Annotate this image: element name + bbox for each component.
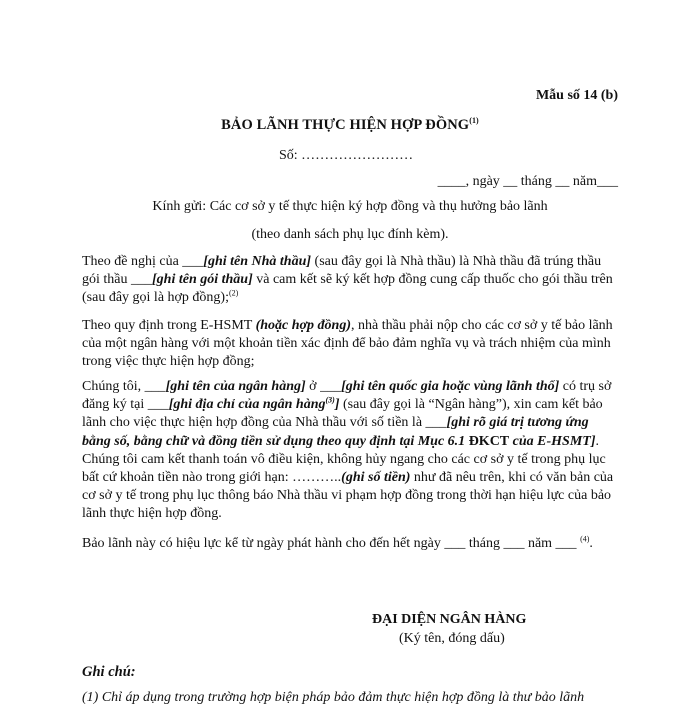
text-run: và cam kết sẽ ký kết hợp đồng cung cấp thuốc cho gói thầu trên (sau đây gọi là hợp đồng); — [82, 272, 613, 306]
text-run: có trụ sở đăng ký tại ___ — [82, 379, 612, 413]
text-run: , nhà thầu phải nộp cho các cơ sở y tế bảo lãnh của một ngân hàng với một khoản tiền xác định để bảo đảm nghĩa vụ và trách nhiệm của mình trong việc thực hiện hợp đồng; — [82, 318, 613, 370]
text-run: Theo đề nghị của ___ — [82, 254, 204, 269]
placeholder-amount: (ghi số tiền) — [341, 470, 411, 486]
text-run: . Chúng tôi cam kết thanh toán vô điều kiện, không hủy ngang cho các cơ sở y tế trong phụ lục bất cứ khoản tiền nào trong giới hạn: ……….. — [82, 433, 606, 486]
date-line: ____, ngày __ tháng __ năm___ — [437, 174, 618, 189]
form-number: Mẫu số 14 (b) — [535, 88, 618, 103]
text-run: Bảo lãnh này có hiệu lực kể từ ngày phát hành cho đến hết ngày ___ tháng ___ năm ___ — [82, 536, 581, 551]
paragraph-guarantee — [82, 378, 620, 524]
title-footnote-ref: (1) — [469, 116, 479, 125]
notes-heading: Ghi chú: — [82, 664, 136, 680]
signature-title: ĐẠI DIỆN NGÂN HÀNG — [372, 612, 527, 627]
signature-instruction: (Ký tên, đóng dấu) — [399, 631, 505, 646]
placeholder-bank-name: [ghi tên của ngân hàng] — [165, 379, 306, 394]
placeholder-amount-spec: [ghi rõ giá trị tương ứng bằng số, bằng chữ và đồng tiền sử dụng theo quy định tại Mục 6.1 — [82, 415, 589, 449]
text-run: (sau đây gọi là “Ngân hàng”), xin cam kết bảo lãnh cho việc thực hiện hợp đồng của Nhà thầu với số tiền là ___ — [82, 397, 603, 431]
text-run: của E-HSMT] — [509, 433, 596, 449]
placeholder-contractor-name: [ghi tên Nhà thầu] — [203, 254, 312, 269]
text-run: . — [589, 536, 593, 551]
text-run: ] — [334, 397, 340, 413]
title-text: BẢO LÃNH THỰC HIỆN HỢP ĐỒNG — [221, 116, 470, 133]
text-run: như đã nêu trên, khi có văn bản của cơ sở y tế trong phụ lục thông báo Nhà thầu vi phạm hợp đồng trong thời hạn hiệu lực của bảo lãnh thực hiện hợp đồng. — [82, 470, 614, 522]
placeholder-country: [ghi tên quốc gia hoặc vùng lãnh thổ] — [341, 379, 560, 394]
document-number-line: Số: …………………… — [279, 148, 414, 163]
paragraph-regulation — [82, 317, 620, 372]
paragraph-validity — [82, 535, 620, 553]
text-run-emphasis: ĐKCT — [468, 433, 510, 449]
footnote-ref: (4) — [580, 534, 590, 544]
document-title — [0, 116, 700, 134]
placeholder-package-name: [ghi tên gói thầu] — [152, 272, 253, 288]
text-run: Chúng tôi, ___ — [82, 379, 166, 394]
text-run: Theo quy định trong E-HSMT — [82, 318, 256, 333]
footnote-ref: (3) — [325, 395, 335, 405]
placeholder-bank-address: [ghi địa chỉ của ngân hàng — [168, 397, 326, 413]
note-item: (1) Chỉ áp dụng trong trường hợp biện pháp bảo đảm thực hiện hợp đồng là thư bảo lãnh — [82, 690, 585, 705]
paragraph-request — [82, 253, 620, 308]
recipient-line: Kính gửi: Các cơ sở y tế thực hiện ký hợp đồng và thụ hưởng bảo lãnh — [152, 199, 548, 214]
text-run: ở ___ — [305, 379, 342, 394]
recipient-appendix-note: (theo danh sách phụ lục đính kèm). — [251, 227, 449, 242]
placeholder-contract: (hoặc hợp đồng) — [255, 318, 351, 333]
footnote-ref: (2) — [229, 288, 239, 298]
text-run: (sau đây gọi là Nhà thầu) là Nhà thầu đã trúng thầu gói thầu ___ — [82, 254, 602, 288]
